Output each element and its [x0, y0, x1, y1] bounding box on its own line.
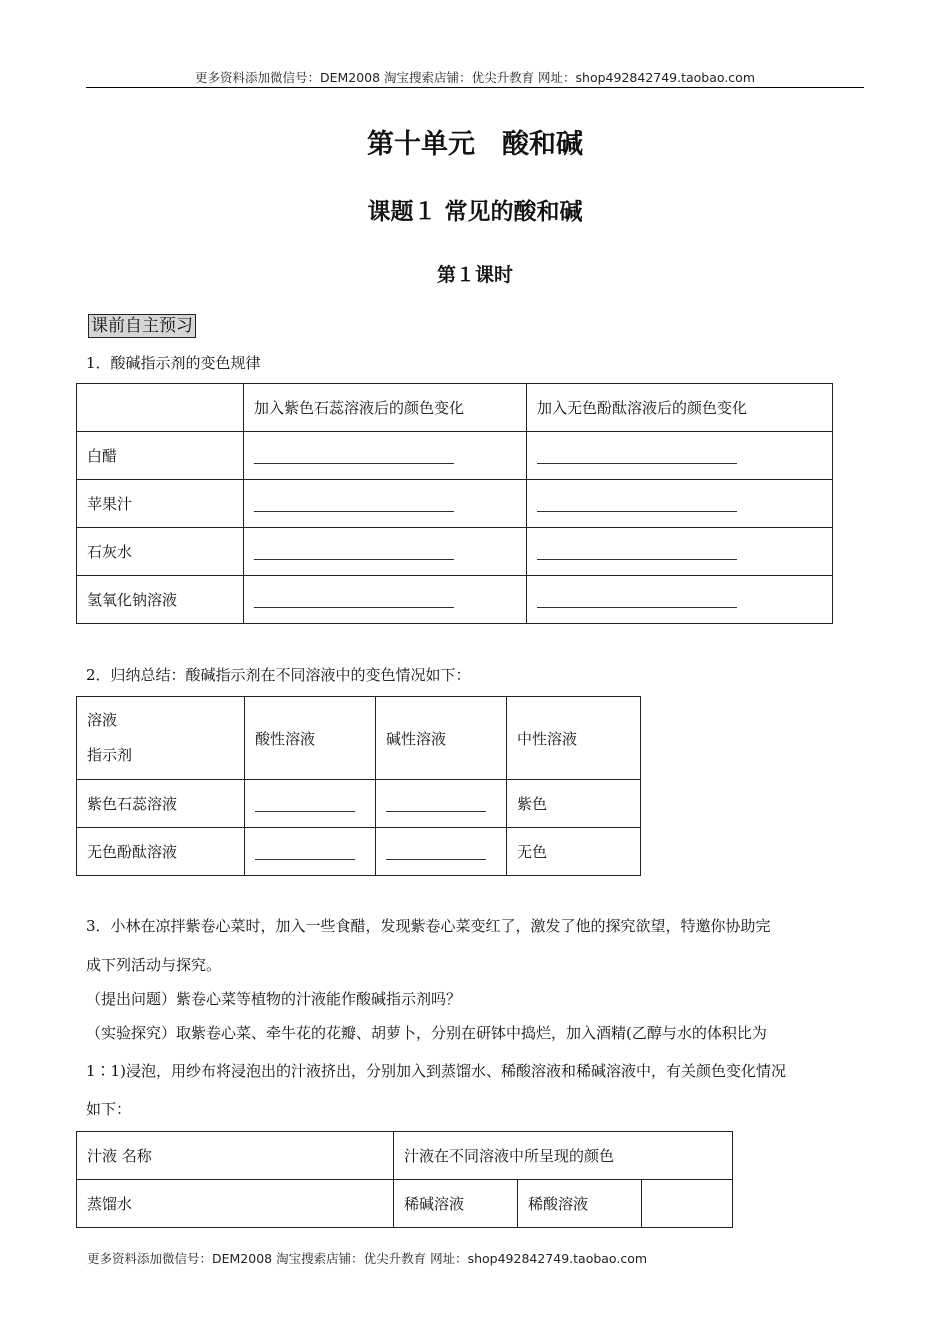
indicator-table [76, 383, 833, 624]
answer-blank[interactable] [527, 480, 833, 528]
q3-line: 3．小林在凉拌紫卷心菜时，加入一些食醋，发现紫卷心菜变红了，激发了他的探究欲望，特邀你协助完 [86, 917, 771, 935]
q2-corner-cell [77, 697, 245, 780]
q1-row-label: 白醋 [77, 432, 244, 480]
answer-blank[interactable] [244, 576, 527, 624]
q1-row-label: 石灰水 [77, 528, 244, 576]
answer-blank[interactable] [244, 480, 527, 528]
answer-blank[interactable] [376, 780, 507, 828]
q3-table-header-colors: 汁液在不同溶液中所呈现的颜色 [394, 1132, 733, 1180]
q1-header-litmus: 加入紫色石蕊溶液后的颜色变化 [244, 384, 527, 432]
q2-corner-bottom: 指示剂 [87, 746, 133, 764]
summary-table [76, 696, 641, 876]
unit-title: 第十单元 酸和碱 [367, 129, 583, 160]
q3-line: （提出问题）紫卷心菜等植物的汁液能作酸碱指示剂吗？ [86, 990, 462, 1008]
answer-blank[interactable] [244, 432, 527, 480]
header-divider [86, 87, 864, 88]
answer-blank[interactable] [245, 828, 376, 876]
q3-line: 如下： [86, 1100, 132, 1118]
q2-header-neutral: 中性溶液 [507, 697, 641, 780]
q3-line: 成下列活动与探究。 [86, 956, 222, 974]
period-title: 第１课时 [436, 264, 513, 286]
q2-neutral-value: 无色 [507, 828, 641, 876]
answer-blank[interactable] [527, 432, 833, 480]
page-header: 更多资料添加微信号：DEM2008 淘宝搜索店铺：优尖升教育 网址：shop492842749.taobao.com [194, 70, 756, 85]
lesson-title: 课题１ 常见的酸和碱 [367, 199, 583, 225]
q2-row-label: 紫色石蕊溶液 [77, 780, 245, 828]
q3-table-cell [642, 1180, 733, 1228]
answer-blank[interactable] [245, 780, 376, 828]
answer-blank[interactable] [527, 576, 833, 624]
q1-header-empty [77, 384, 244, 432]
page-footer: 更多资料添加微信号：DEM2008 淘宝搜索店铺：优尖升教育 网址：shop492842749.taobao.com [87, 1251, 648, 1266]
q3-table-cell: 稀酸溶液 [518, 1180, 642, 1228]
q2-header-base: 碱性溶液 [376, 697, 507, 780]
q3-table-cell: 蒸馏水 [77, 1180, 394, 1228]
q2-corner-top: 溶液 [87, 711, 118, 729]
answer-blank[interactable] [376, 828, 507, 876]
answer-blank[interactable] [244, 528, 527, 576]
q3-table-cell: 稀碱溶液 [394, 1180, 518, 1228]
q3-line: 1∶1)浸泡，用纱布将浸泡出的汁液挤出，分别加入到蒸馏水、稀酸溶液和稀碱溶液中，有关颜色变化情况 [86, 1062, 786, 1080]
q3-table-header-name: 汁液 名称 [77, 1132, 394, 1180]
q1-title: 1．酸碱指示剂的变色规律 [86, 354, 261, 372]
q2-neutral-value: 紫色 [507, 780, 641, 828]
q1-row-label: 苹果汁 [77, 480, 244, 528]
q2-title: 2．归纳总结：酸碱指示剂在不同溶液中的变色情况如下： [86, 666, 471, 684]
section-label: 课前自主预习 [88, 314, 196, 338]
q2-row-label: 无色酚酞溶液 [77, 828, 245, 876]
q1-header-phenolphthalein: 加入无色酚酞溶液后的颜色变化 [527, 384, 833, 432]
q1-row-label: 氢氧化钠溶液 [77, 576, 244, 624]
q3-line: （实验探究）取紫卷心菜、牵牛花的花瓣、胡萝卜，分别在研钵中捣烂，加入酒精(乙醇与水的体积比为 [86, 1024, 767, 1042]
juice-table [76, 1131, 733, 1228]
q2-header-acid: 酸性溶液 [245, 697, 376, 780]
answer-blank[interactable] [527, 528, 833, 576]
